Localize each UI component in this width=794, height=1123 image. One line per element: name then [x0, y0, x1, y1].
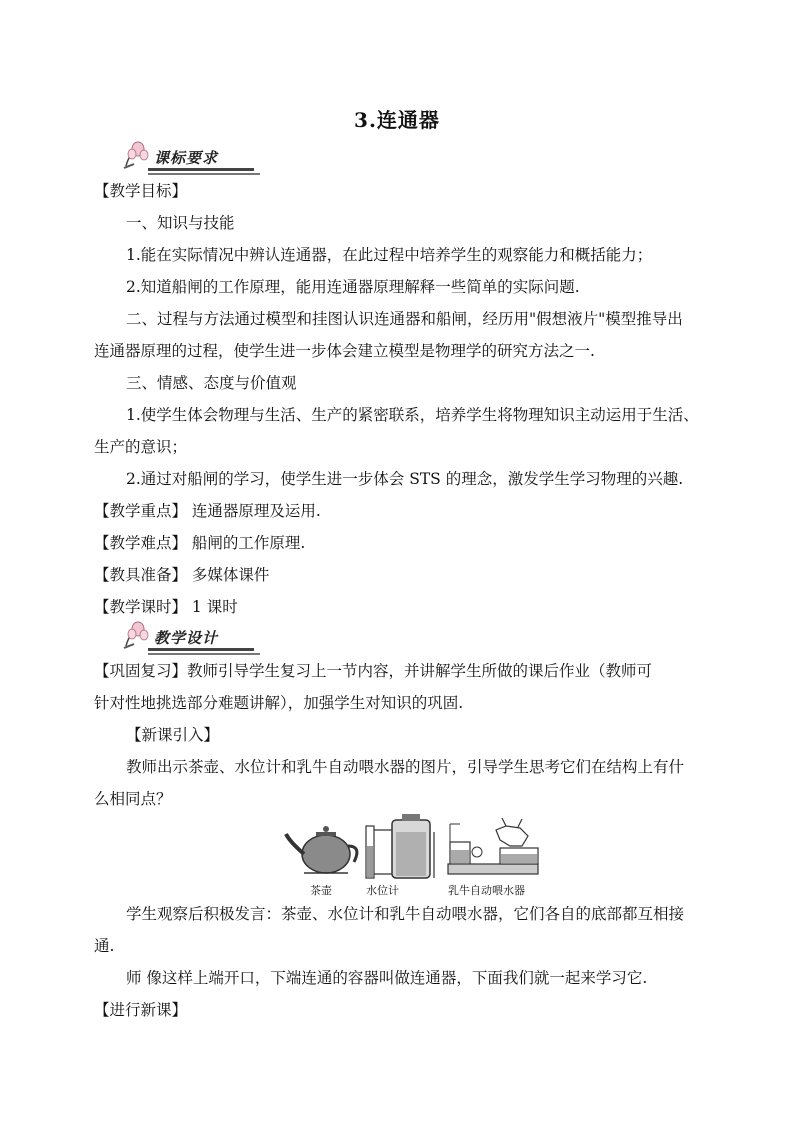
- text-line: 通.: [94, 937, 115, 955]
- text-line: 【教学重点】 连通器原理及运用.: [94, 502, 321, 520]
- page-title: 3.连通器: [354, 108, 440, 132]
- text-line: 师 像这样上端开口，下端连通的容器叫做连通器，下面我们就一起来学习它.: [126, 969, 648, 987]
- text-line: 2.通过对船闸的学习，使学生进一步体会 STS 的理念，激发学生学习物理的兴趣.: [126, 470, 684, 488]
- text-line: 针对性地挑选部分难题讲解），加强学生对知识的巩固.: [94, 694, 464, 712]
- badge-label: 课标要求: [148, 148, 254, 171]
- text-line: 【教学目标】: [94, 182, 188, 200]
- text-line: 学生观察后积极发言：茶壶、水位计和乳牛自动喂水器，它们各自的底部都互相接: [126, 905, 685, 923]
- caption-gauge: 水位计: [366, 884, 399, 897]
- text-line: 1.使学生体会物理与生活、生产的紧密联系，培养学生将物理知识主动运用于生活、: [126, 406, 699, 424]
- section-badge-standards: [120, 140, 250, 174]
- text-line: 二、过程与方法通过模型和挂图认识连通器和船闸，经历用"假想液片"模型推导出: [126, 310, 683, 328]
- badge-label: 教学设计: [148, 628, 254, 651]
- text-line: 【进行新课】: [94, 1001, 188, 1019]
- connected-vessels-illustration: [282, 812, 542, 882]
- text-line: 么相同点？: [94, 790, 172, 808]
- text-line: 1.能在实际情况中辨认连通器，在此过程中培养学生的观察能力和概括能力；: [126, 246, 653, 264]
- water-gauge-icon: [366, 814, 434, 878]
- text-line: 三、情感、态度与价值观: [126, 374, 297, 392]
- text-line: 【巩固复习】教师引导学生复习上一节内容，并讲解学生所做的课后作业（教师可: [94, 662, 653, 680]
- teapot-icon: [286, 826, 357, 873]
- caption-feeder: 乳牛自动喂水器: [448, 884, 525, 897]
- cow-feeder-icon: [448, 818, 538, 874]
- caption-teapot: 茶壶: [310, 884, 332, 897]
- text-line: 教师出示茶壶、水位计和乳牛自动喂水器的图片，引导学生思考它们在结构上有什: [126, 758, 685, 776]
- text-line: 【教学难点】 船闸的工作原理.: [94, 534, 306, 552]
- text-line: 【教学课时】 1 课时: [94, 598, 238, 616]
- section-badge-design: [120, 620, 250, 654]
- text-line: 一、知识与技能: [126, 214, 235, 232]
- text-line: 生产的意识；: [94, 438, 188, 456]
- containers-figure: [282, 812, 542, 896]
- text-line: 2.知道船闸的工作原理，能用连通器原理解释一些简单的实际问题.: [126, 278, 580, 296]
- text-line: 【新课引入】: [126, 726, 220, 744]
- text-line: 【教具准备】 多媒体课件: [94, 566, 270, 584]
- text-line: 连通器原理的过程，使学生进一步体会建立模型是物理学的研究方法之一.: [94, 342, 595, 360]
